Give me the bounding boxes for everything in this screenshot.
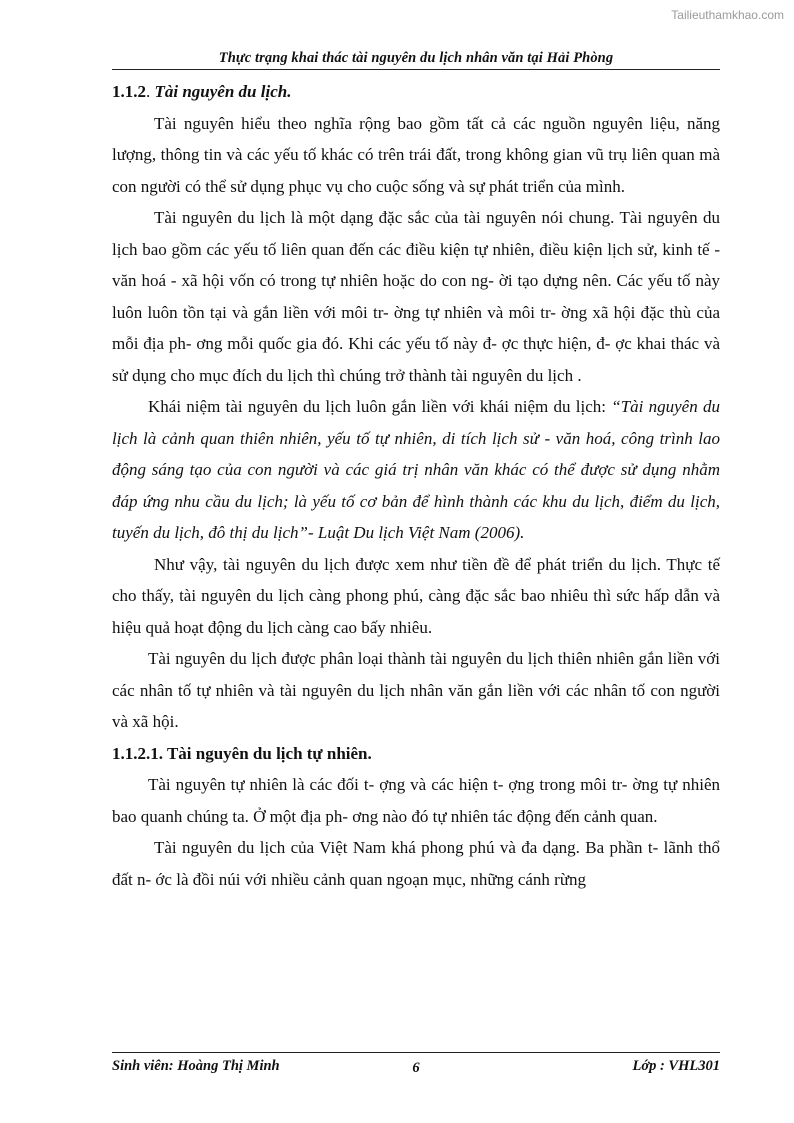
subsection-heading: 1.1.2.1. Tài nguyên du lịch tự nhiên. bbox=[112, 743, 372, 763]
paragraph-concept bbox=[112, 391, 720, 549]
page-content bbox=[112, 76, 720, 895]
page-header: Thực trạng khai thác tài nguyên du lịch nhân văn tại Hải Phòng bbox=[218, 50, 614, 66]
paragraph-tourism-resource: Tài nguyên du lịch là một dạng đặc sắc của tài nguyên nói chung. Tài nguyên du lịch bao gồm các yếu tố liên quan đến các điều kiện tự nhiên, điều kiện lịch sử, kinh tế - văn hoá - xã hội vốn có trong tự nhiên hoặc do con ng- ời tạo dựng nên. Các yếu tố này luôn luôn tồn tại và gắn liền với môi tr- ờng tự nhiên và môi tr- ờng xã hội đặc thù của mỗi địa ph- ơng mỗi quốc gia đó. Khi các yếu tố này đ- ợc thực hiện, đ- ợc khai thác và sử dụng cho mục đích du lịch thì chúng trở thành tài nguyên du lịch . bbox=[112, 208, 720, 385]
paragraph-resource-definition: Tài nguyên hiểu theo nghĩa rộng bao gồm tất cả các nguồn nguyên liệu, năng lượng, thông tin và các yếu tố khác có trên trái đất, trong không gian vũ trụ liên quan mà con người có thể sử dụng phục vụ cho cuộc sống và sự phát triển của mình. bbox=[112, 113, 720, 196]
section-number: 1.1.2 bbox=[112, 82, 146, 101]
section-heading bbox=[112, 76, 720, 108]
paragraph-classification: Tài nguyên du lịch được phân loại thành tài nguyên du lịch thiên nhiên gắn liền với các nhân tố tự nhiên và tài nguyên du lịch nhân văn gắn liền với các nhân tố con người và xã hội. bbox=[112, 649, 720, 731]
concept-intro: Khái niệm tài nguyên du lịch luôn gắn liền với khái niệm du lịch: bbox=[148, 397, 612, 416]
footer-student: Sinh viên: Hoàng Thị Minh bbox=[112, 1058, 280, 1074]
paragraph-premise: Như vậy, tài nguyên du lịch được xem như tiền đề để phát triển du lịch. Thực tế cho thấy, tài nguyên du lịch càng phong phú, càng đặc sắc bao nhiêu thì sức hấp dẫn và hiệu quả hoạt động du lịch càng cao bấy nhiêu. bbox=[112, 554, 720, 637]
header-divider bbox=[112, 69, 720, 70]
paragraph-natural-resource: Tài nguyên tự nhiên là các đối t- ợng và các hiện t- ợng trong môi tr- ờng tự nhiên bao quanh chúng ta. Ở một địa ph- ơng nào đó tự nhiên tác động đến cảnh quan. bbox=[112, 775, 720, 826]
concept-quote: “Tài nguyên du lịch là cảnh quan thiên nhiên, yếu tố tự nhiên, di tích lịch sử - văn hoá, công trình lao động sáng tạo của con người và các giá trị nhân văn khác có thể được sử dụng nhằm đáp ứng nhu cầu du lịch; là yếu tố cơ bản để hình thành các khu du lịch, điểm du lịch, tuyến du lịch, đô thị du lịch”- Luật Du lịch Việt Nam (2006). bbox=[112, 397, 720, 542]
watermark: Tailieuthamkhao.com bbox=[671, 8, 784, 22]
page-number: 6 bbox=[412, 1060, 420, 1076]
footer-divider bbox=[112, 1052, 720, 1053]
page-footer bbox=[112, 1058, 720, 1082]
paragraph-vietnam-resource: Tài nguyên du lịch của Việt Nam khá phong phú và đa dạng. Ba phần t- lãnh thổ đất n- ớc là đồi núi với nhiều cảnh quan ngoạn mục, những cánh rừng bbox=[112, 838, 720, 889]
footer-class: Lớp : VHL301 bbox=[632, 1058, 720, 1074]
section-title: Tài nguyên du lịch. bbox=[154, 82, 292, 101]
section-separator: . bbox=[146, 82, 155, 101]
